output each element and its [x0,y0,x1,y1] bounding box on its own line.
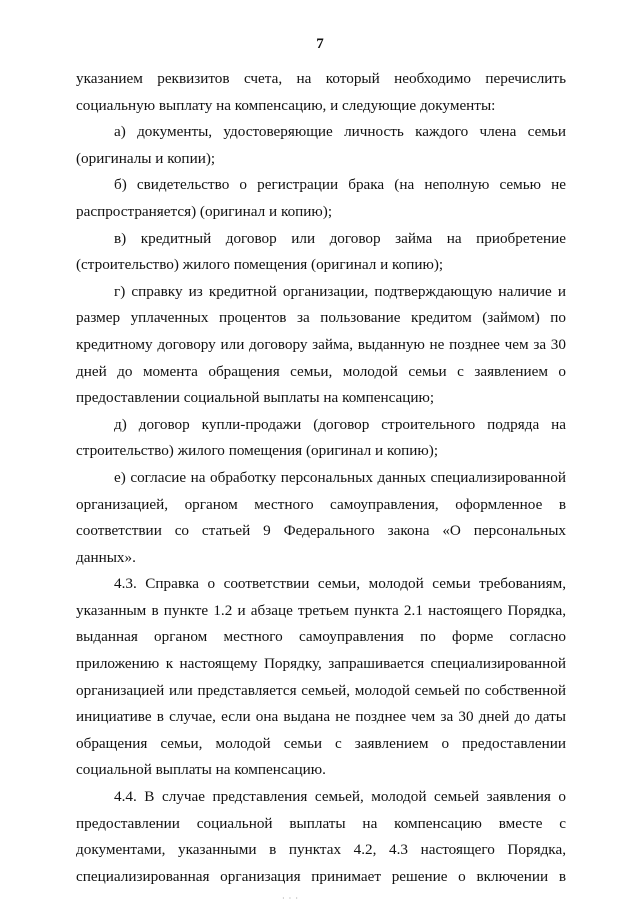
scan-artifact: · · · [282,894,299,903]
paragraph-section-4-3: 4.3. Справка о соответствии семьи, молодой семьи требованиям, указанным в пункте 1.2 и абзаце третьем пункта 2.1 настоящего Порядка, выданная органом местного самоуправления по форме согласно приложению к настоящему Порядку, запрашивается специализированной организацией или представляется семьей, молодой семьей по собственной инициативе в случае, если она выдана не позднее чем за 30 дней до даты обращения семьи, молодой семьи с заявлением о предоставлении социальной выплаты на компенсацию. [76,575,566,779]
paragraph-item-a: а) документы, удостоверяющие личность каждого члена семьи (оригиналы и копии); [76,123,566,167]
paragraph-item-d: г) справку из кредитной организации, подтверждающую наличие и размер уплаченных процентов за пользование кредитом (займом) по кредитному договору или договору займа, выданную не позднее чем за 30 дней до момента обращения семьи, молодой семьи с заявлением о предоставлении социальной выплаты на компенсацию; [76,282,566,407]
paragraph-item-b: б) свидетельство о регистрации брака (на неполную семью не распространяется) (оригинал и копию); [76,176,566,220]
page-number: 7 [316,36,324,52]
document-body [76,66,566,890]
paragraph-item-c: в) кредитный договор или договор займа на приобретение (строительство) жилого помещения (оригинал и копию); [76,229,566,274]
paragraph-continuation: указанием реквизитов счета, на который необходимо перечислить социальную выплату на компенсацию, и следующие документы: [76,70,566,114]
paragraph-item-e: д) договор купли-продажи (договор строительного подряда на строительство) жилого помещения (оригинал и копию); [76,415,566,460]
paragraph-section-4-4: 4.4. В случае представления семьей, молодой семьей заявления о предоставлении социальной выплаты на компенсацию вместе с документами, указанными в пунктах 4.2, 4.3 настоящего Порядка, специализированная организация принимает решение о включении в [76,788,566,885]
paragraph-item-f: е) согласие на обработку персональных данных специализированной организацией, органом местного самоуправления, оформленное в соответствии со статьей 9 Федерального закона «О персональных данных». [76,468,566,566]
